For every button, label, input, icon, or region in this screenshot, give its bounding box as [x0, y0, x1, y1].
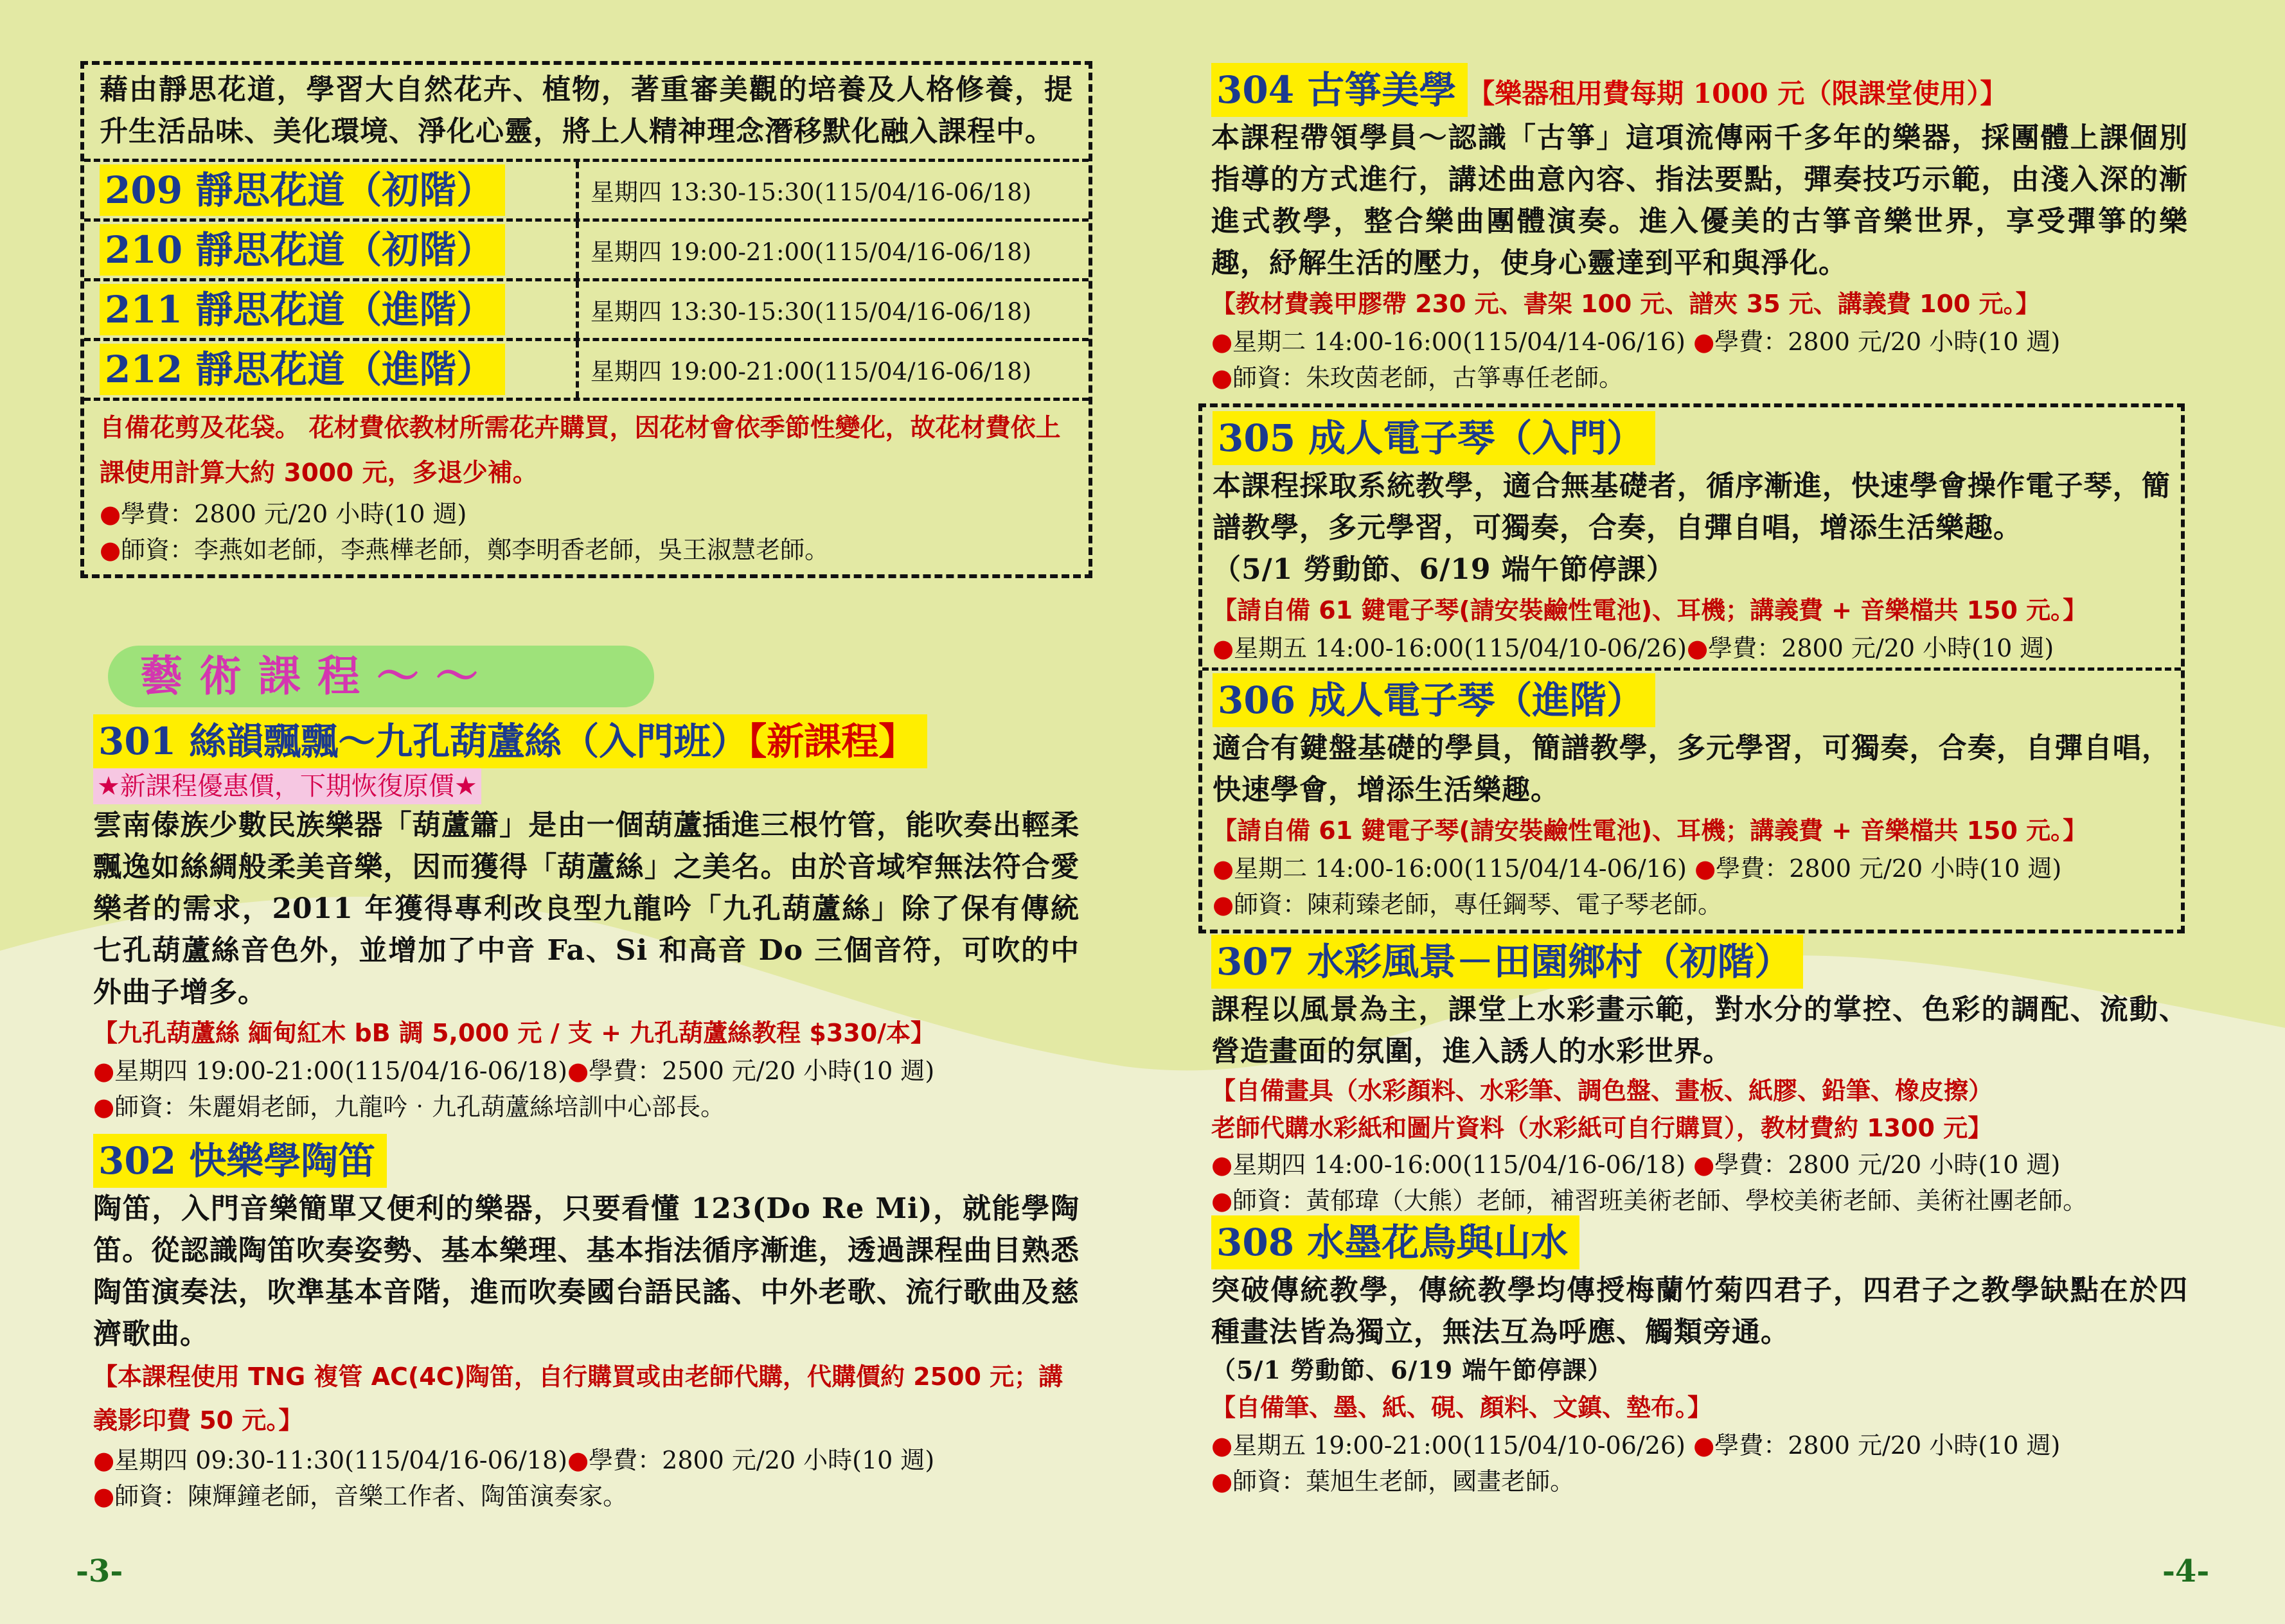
- course-title-301: 301 絲韻飄飄～九孔葫蘆絲（入門班）【新課程】: [93, 714, 927, 768]
- course-note-301: 【九孔葫蘆絲 緬甸紅木 bB 調 5,000 元 / 支 + 九孔葫蘆絲教程 $330/本】: [93, 1019, 936, 1047]
- course-note-304: 【教材費義甲膠帶 230 元、書架 100 元、譜夾 35 元、講義費 100 元。】: [1211, 290, 2040, 318]
- bullet-icon: ●: [1213, 854, 1234, 883]
- bullet-icon: ●: [1211, 1467, 1233, 1496]
- course-desc-307: 課程以風景為主，課堂上水彩畫示範，對水分的掌控、色彩的調配、流動、營造畫面的氛圍，進入誘人的水彩世界。: [1211, 993, 2188, 1068]
- course-schedule-306: 星期二 14:00-16:00(115/04/14-06/16): [1234, 854, 1687, 883]
- flower-details: [84, 398, 1089, 574]
- bullet-icon: ●: [1211, 1151, 1233, 1179]
- course-teacher-302: 師資：陳輝鐘老師，音樂工作者、陶笛演奏家。: [114, 1482, 628, 1510]
- course-title-211: 211 靜思花道（進階）: [100, 284, 505, 335]
- course-307: [1211, 935, 2188, 1219]
- course-schedule-305: 星期五 14:00-16:00(115/04/10-06/26): [1234, 634, 1687, 662]
- course-desc-301: 雲南傣族少數民族樂器「葫蘆簫」是由一個葫蘆插進三根竹管，能吹奏出輕柔飄逸如絲綢般柔美音樂，因而獲得「葫蘆絲」之美名。由於音域窄無法符合愛樂者的需求，2011 年獲得專利改良型九龍吟「九孔葫蘆絲」除了保有傳統七孔葫蘆絲音色外，並增加了中音 Fa、Si 和高音 Do 三個音符，可吹的中外曲子增多。: [93, 809, 1080, 1009]
- course-badge-304: 【樂器租用費每期 1000 元（限課堂使用）】: [1468, 78, 2007, 109]
- art-section-title: 藝術課程～～: [140, 651, 495, 701]
- course-desc-304: 本課程帶領學員～認識「古箏」這項流傳兩千多年的樂器，採團體上課個別指導的方式進行，講述曲意內容、指法要點，彈奏技巧示範，由淺入深的漸進式教學，整合樂曲團體演奏。進入優美的古箏音樂世界，享受彈箏的樂趣，紓解生活的壓力，使身心靈達到平和與淨化。: [1211, 121, 2188, 279]
- course-fee-301: 學費：2500 元/20 小時(10 週): [589, 1057, 935, 1085]
- bullet-icon: ●: [1693, 328, 1715, 356]
- bullet-icon: ●: [1686, 634, 1709, 662]
- course-title-304: 304 古箏美學: [1211, 63, 1468, 117]
- bullet-icon: ●: [1211, 1431, 1233, 1460]
- course-schedule-307: 星期四 14:00-16:00(115/04/16-06/18): [1232, 1151, 1685, 1179]
- page-number-left: -3-: [76, 1553, 123, 1589]
- course-title-210: 210 靜思花道（初階）: [100, 224, 505, 276]
- course-note-305: 【請自備 61 鍵電子琴(請安裝鹼性電池)、耳機；講義費 + 音樂檔共 150 元。】: [1213, 596, 2088, 624]
- schedule-row-209: [84, 159, 1089, 218]
- course-teacher-307: 師資：黃郁瑋（大熊）老師，補習班美術老師、學校美術老師、美術社團老師。: [1232, 1187, 2088, 1215]
- course-note-307b: 老師代購水彩紙和圖片資料（水彩紙可自行購買），教材費約 1300 元】: [1211, 1114, 1993, 1142]
- bullet-icon: ●: [93, 1093, 115, 1121]
- course-time-210: 星期四 19:00-21:00(115/04/16-06/18): [591, 238, 1032, 266]
- course-schedule-304: 星期二 14:00-16:00(115/04/14-06/16): [1232, 328, 1685, 356]
- course-note-306: 【請自備 61 鍵電子琴(請安裝鹼性電池)、耳機；講義費 + 音樂檔共 150 元。】: [1213, 816, 2088, 845]
- course-teacher-304: 師資：朱玫茵老師，古箏專任老師。: [1232, 364, 1624, 392]
- course-title-308: 308 水墨花鳥與山水: [1211, 1215, 1579, 1269]
- course-fee-304: 學費：2800 元/20 小時(10 週): [1714, 328, 2061, 356]
- bullet-icon: ●: [1211, 1187, 1233, 1215]
- course-fee-306: 學費：2800 元/20 小時(10 週): [1716, 854, 2062, 883]
- course-time-209: 星期四 13:30-15:30(115/04/16-06/18): [591, 179, 1032, 206]
- course-302: [93, 1134, 1080, 1514]
- course-note-308: 【自備筆、墨、紙、硯、顏料、文鎮、墊布。】: [1211, 1393, 1712, 1422]
- course-schedule-308: 星期五 19:00-21:00(115/04/10-06/26): [1232, 1431, 1685, 1460]
- left-page: [80, 61, 1092, 578]
- course-note-302: 【本課程使用 TNG 複管 AC(4C)陶笛，自行購買或由老師代購，代購價約 2500 元；講義影印費 50 元。】: [93, 1363, 1063, 1434]
- course-title-302: 302 快樂學陶笛: [93, 1134, 387, 1188]
- bullet-icon: ●: [1213, 890, 1234, 919]
- course-title-212: 212 靜思花道（進階）: [100, 344, 505, 395]
- course-schedule-301: 星期四 19:00-21:00(115/04/16-06/18): [114, 1057, 567, 1085]
- bullet-icon: ●: [93, 1482, 115, 1510]
- course-title-305: 305 成人電子琴（入門）: [1213, 411, 1655, 465]
- course-desc-306: 適合有鍵盤基礎的學員，簡譜教學，多元學習，可獨奏，合奏，自彈自唱，快速學會，增添生活樂趣。: [1213, 732, 2171, 806]
- course-fee-302: 學費：2800 元/20 小時(10 週): [589, 1446, 935, 1474]
- course-desc-302: 陶笛，入門音樂簡單又便利的樂器，只要看懂 123(Do Re Mi)，就能學陶笛。從認識陶笛吹奏姿勢、基本樂理、基本指法循序漸進，透過課程曲目熟悉陶笛演奏法，吹準基本音階，進而吹奏國台語民謠、中外老歌、流行歌曲及慈濟歌曲。: [93, 1192, 1080, 1350]
- course-time-211: 星期四 13:30-15:30(115/04/16-06/18): [591, 298, 1032, 326]
- course-teacher-306: 師資：陳莉臻老師，專任鋼琴、電子琴老師。: [1234, 890, 1723, 919]
- course-308: [1211, 1215, 2188, 1499]
- flower-fee: 學費：2800 元/20 小時(10 週): [121, 500, 467, 528]
- course-title-306: 306 成人電子琴（進階）: [1213, 673, 1655, 727]
- course-fee-307: 學費：2800 元/20 小時(10 週): [1714, 1151, 2061, 1179]
- art-section-heading: [108, 646, 654, 707]
- bullet-icon: ●: [567, 1446, 589, 1474]
- course-fee-308: 學費：2800 元/20 小時(10 週): [1714, 1431, 2061, 1460]
- course-teacher-308: 師資：葉旭生老師，國畫老師。: [1232, 1467, 1575, 1496]
- flower-course-box: [80, 61, 1092, 578]
- flower-material-note: 自備花剪及花袋。 花材費依教材所需花卉購買，因花材會依季節性變化，故花材費依上課使用計算大約 3000 元，多退少補。: [100, 414, 1061, 488]
- bullet-icon: ●: [1693, 1431, 1715, 1460]
- course-fee-305: 學費：2800 元/20 小時(10 週): [1708, 634, 2054, 662]
- flower-intro-text: 藉由靜思花道，學習大自然花卉、植物，著重審美觀的培養及人格修養，提升生活品味、美化環境、淨化心靈，將上人精神理念潛移默化融入課程中。: [100, 73, 1073, 148]
- schedule-row-210: [84, 218, 1089, 278]
- bullet-icon: ●: [100, 536, 121, 564]
- flower-teacher: 師資：李燕如老師，李燕樺老師，鄭李明香老師，吳王淑慧老師。: [121, 536, 830, 564]
- course-holiday-305: （5/1 勞動節、6/19 端午節停課）: [1213, 553, 1675, 586]
- bullet-icon: ●: [100, 500, 121, 528]
- course-holiday-308: （5/1 勞動節、6/19 端午節停課）: [1211, 1355, 1613, 1384]
- schedule-row-212: [84, 338, 1089, 398]
- bullet-icon: ●: [1693, 1151, 1715, 1179]
- page-number-right: -4-: [2162, 1553, 2210, 1589]
- promo-banner: ★新課程優惠價，下期恢復原價★: [93, 768, 481, 804]
- schedule-row-211: [84, 278, 1089, 338]
- bullet-icon: ●: [1213, 634, 1234, 662]
- course-305: [1202, 407, 2181, 671]
- bullet-icon: ●: [1211, 328, 1233, 356]
- course-title-307: 307 水彩風景－田園鄉村（初階）: [1211, 935, 1803, 989]
- course-schedule-302: 星期四 09:30-11:30(115/04/16-06/18): [114, 1446, 567, 1474]
- course-304: [1211, 63, 2188, 396]
- course-301: [93, 714, 1080, 1125]
- bullet-icon: ●: [93, 1057, 115, 1085]
- bullet-icon: ●: [1211, 364, 1233, 392]
- course-time-212: 星期四 19:00-21:00(115/04/16-06/18): [591, 358, 1032, 385]
- course-teacher-301: 師資：朱麗娟老師，九龍吟‧九孔葫蘆絲培訓中心部長。: [114, 1093, 725, 1121]
- course-306: [1202, 671, 2181, 922]
- course-desc-305: 本課程採取系統教學，適合無基礎者，循序漸進，快速學會操作電子琴，簡譜教學，多元學習，可獨奏，合奏，自彈自唱，增添生活樂趣。: [1213, 470, 2171, 544]
- course-desc-308: 突破傳統教學，傳統教學均傳授梅蘭竹菊四君子，四君子之教學缺點在於四種畫法皆為獨立，無法互為呼應、觸類旁通。: [1211, 1274, 2188, 1348]
- bullet-icon: ●: [93, 1446, 115, 1474]
- bullet-icon: ●: [567, 1057, 589, 1085]
- keyboard-course-box: [1198, 403, 2185, 933]
- new-course-badge: 【新課程】: [748, 719, 916, 763]
- bullet-icon: ●: [1694, 854, 1716, 883]
- course-title-209: 209 靜思花道（初階）: [100, 164, 505, 216]
- course-note-307a: 【自備畫具（水彩顏料、水彩筆、調色盤、畫板、紙膠、鉛筆、橡皮擦）: [1211, 1077, 1993, 1105]
